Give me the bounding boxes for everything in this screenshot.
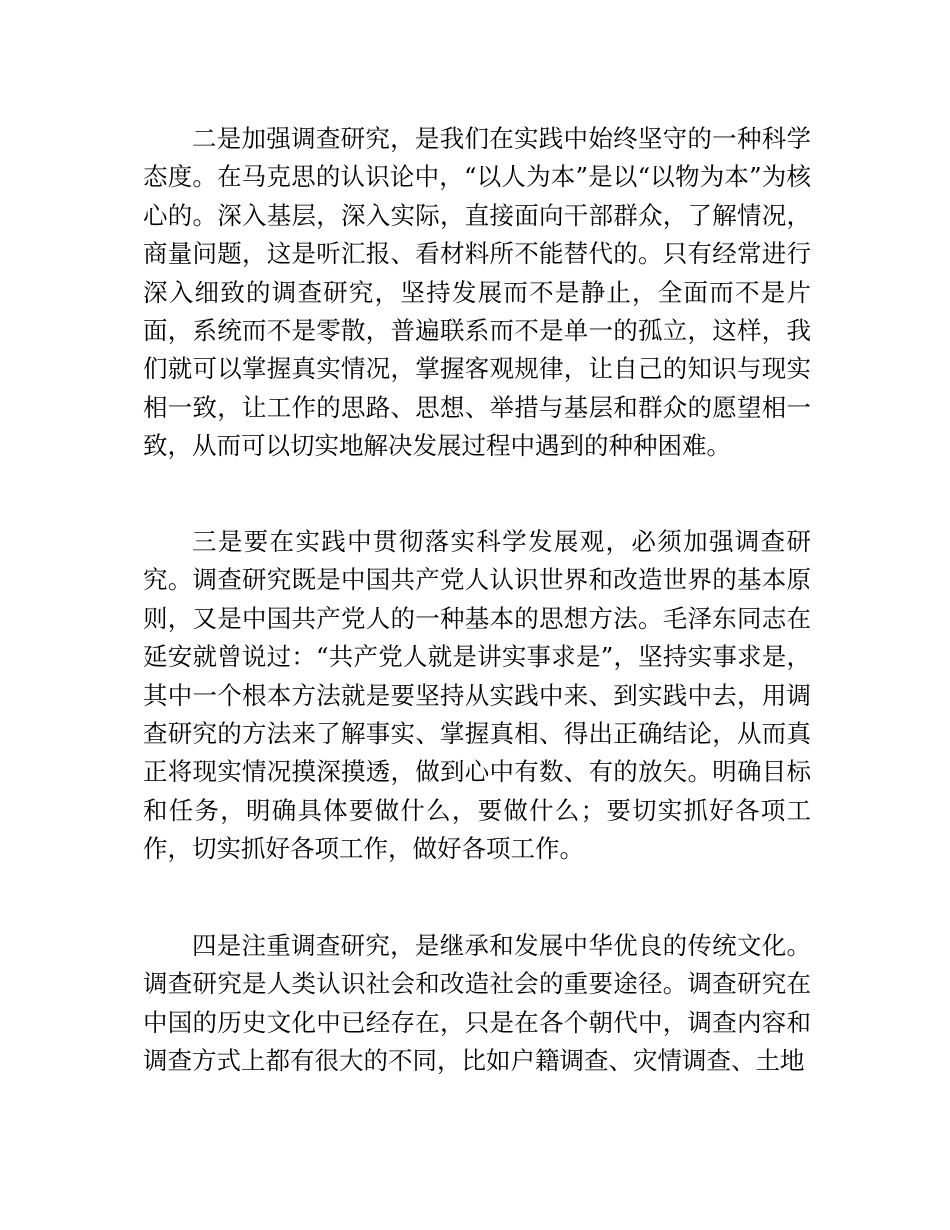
paragraph-investigation-attitude: 二是加强调查研究，是我们在实践中始终坚守的一种科学态度。在马克思的认识论中，“以人为本”是以“以物为本”为核心的。深入基层，深入实际，直接面向干部群众，了解情况，商量问题，这是听汇报、看材料所不能替代的。只有经常进行深入细致的调查研究，坚持发展而不是静止，全面而不是片面，系统而不是零散，普遍联系而不是单一的孤立，这样，我们就可以掌握真实情况，掌握客观规律，让自己的知识与现实相一致，让工作的思路、思想、举措与基层和群众的愿望相一致，从而可以切实地解决发展过程中遇到的种种困难。 [143, 124, 811, 461]
paragraph-traditional-culture: 四是注重调查研究，是继承和发展中华优良的传统文化。调查研究是人类认识社会和改造社会的重要途径。调查研究在中国的历史文化中已经存在，只是在各个朝代中，调查内容和调查方式上都有很大的不同，比如户籍调查、灾情调查、土地 [143, 931, 811, 1076]
paragraph-scientific-development: 三是要在实践中贯彻落实科学发展观，必须加强调查研究。调查研究既是中国共产党人认识世界和改造世界的基本原则，又是中国共产党人的一种基本的思想方法。毛泽东同志在延安就曾说过：“共产党人就是讲实事求是”，坚持实事求是，其中一个根本方法就是要坚持从实践中来、到实践中去，用调查研究的方法来了解事实、掌握真相、得出正确结论，从而真正将现实情况摸深摸透，做到心中有数、有的放矢。明确目标和任务，明确具体要做什么，要做什么；要切实抓好各项工作，切实抓好各项工作，做好各项工作。 [143, 527, 811, 864]
